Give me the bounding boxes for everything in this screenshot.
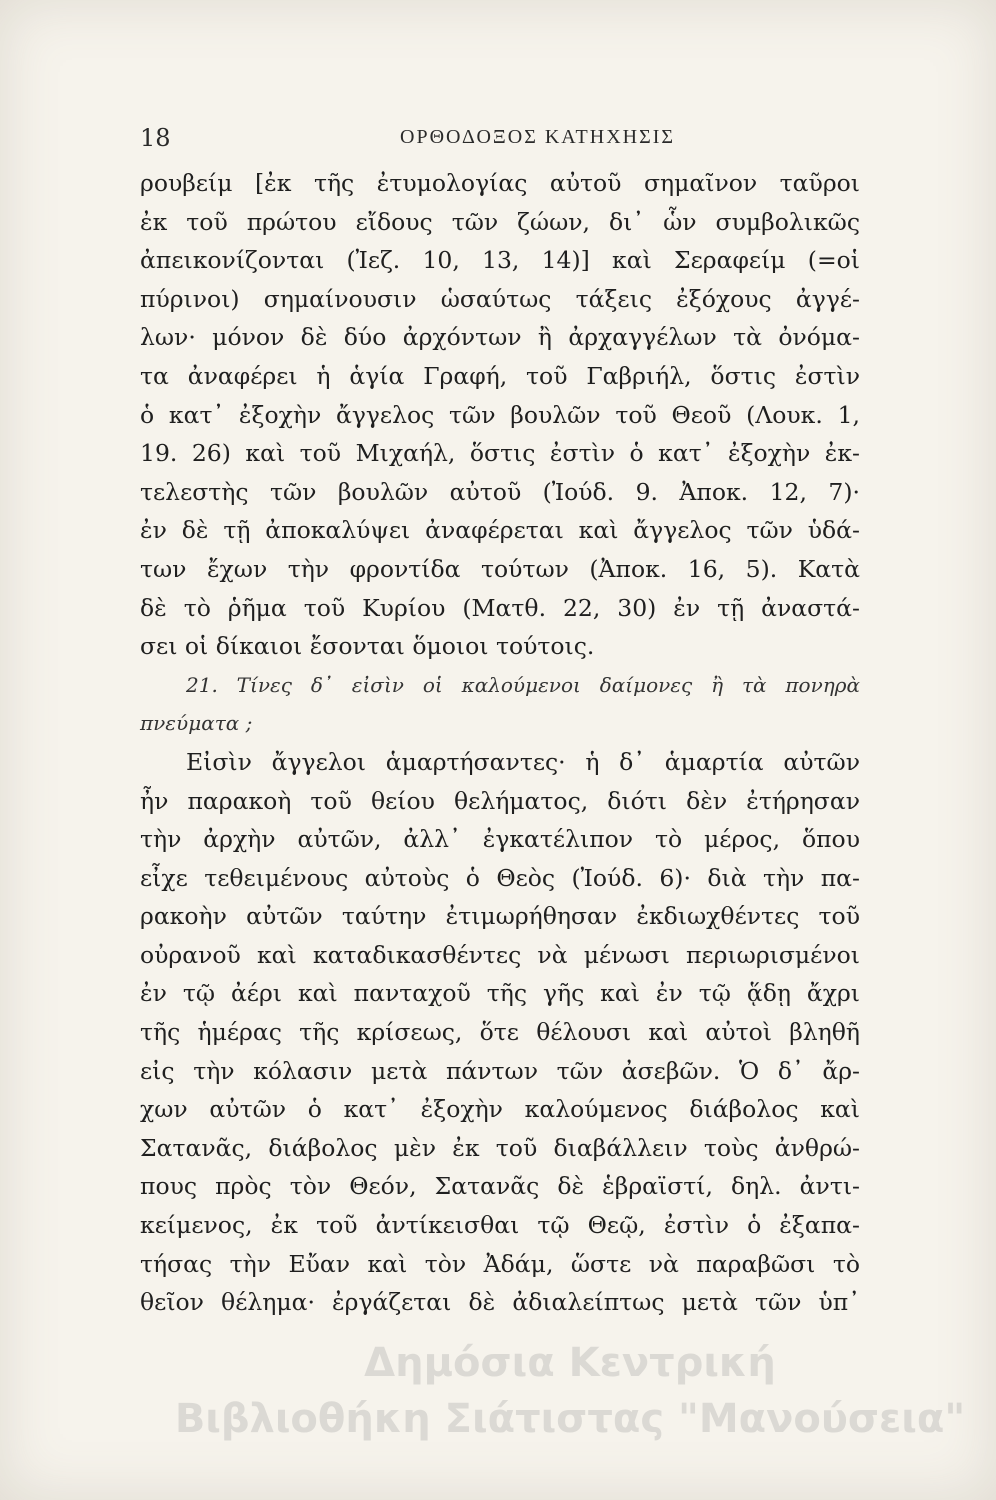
question-line: πνεύματα ; bbox=[140, 711, 253, 736]
question-line: 21. Τίνες δ᾽ εἰσὶν οἱ καλούμενοι δαίμονες ἢ τὰ πονηρὰ bbox=[186, 672, 860, 697]
text-line: ρουβείμ [ἐκ τῆς ἐτυμολογίας αὐτοῦ σημαῖνον ταῦροι bbox=[140, 169, 860, 197]
question-21 bbox=[140, 666, 860, 743]
text-line: λων· μόνον δὲ δύο ἀρχόντων ἢ ἀρχαγγέλων τὰ ὀνόμα- bbox=[140, 323, 860, 352]
text-line: τὴν ἀρχὴν αὐτῶν, ἀλλ᾽ ἐγκατέλιπον τὸ μέρος, ὅπου bbox=[140, 825, 860, 854]
watermark-line: Βιβλιοθήκη Σιάτιστας "Μανούσεια" bbox=[174, 1396, 966, 1442]
text-line: εἶχε τεθειμένους αὐτοὺς ὁ Θεὸς (Ἰούδ. 6)· διὰ τὴν πα- bbox=[140, 863, 860, 892]
page-number: 18 bbox=[140, 124, 171, 152]
text-line: τήσας τὴν Εὔαν καὶ τὸν Ἀδάμ, ὥστε νὰ παραβῶσι τὸ bbox=[140, 1249, 860, 1278]
text-line: κείμενος, ἐκ τοῦ ἀντίκεισθαι τῷ Θεῷ, ἐστὶν ὁ ἐξαπα- bbox=[140, 1211, 860, 1240]
text-line: τα ἀναφέρει ἡ ἁγία Γραφή, τοῦ Γαβριήλ, ὅστις ἐστὶν bbox=[140, 361, 860, 390]
body-text bbox=[140, 164, 860, 1322]
text-line: ἐν δὲ τῇ ἀποκαλύψει ἀναφέρεται καὶ ἄγγελος τῶν ὑδά- bbox=[140, 516, 860, 545]
text-line: δὲ τὸ ῥῆμα τοῦ Κυρίου (Ματθ. 22, 30) ἐν τῇ ἀναστά- bbox=[140, 593, 860, 622]
running-title: ΟΡΘΟΔΟΞΟΣ ΚΑΤΗΧΗΣΙΣ bbox=[400, 126, 676, 148]
text-line: ἀπεικονίζονται (Ἰεζ. 10, 13, 14)] καὶ Σεραφείμ (=οἱ bbox=[140, 246, 860, 275]
text-line: Εἰσὶν ἄγγελοι ἁμαρτήσαντες· ἡ δ᾽ ἁμαρτία αὐτῶν bbox=[186, 747, 860, 776]
text-line: των ἔχων τὴν φροντίδα τούτων (Ἀποκ. 16, 5). Κατὰ bbox=[140, 554, 860, 583]
library-watermark bbox=[160, 1335, 980, 1447]
text-line: ἐκ τοῦ πρώτου εἴδους τῶν ζώων, δι᾽ ὧν συμβολικῶς bbox=[140, 207, 860, 236]
text-line: ὁ κατ᾽ ἐξοχὴν ἄγγελος τῶν βουλῶν τοῦ Θεοῦ (Λουκ. 1, bbox=[140, 400, 860, 429]
text-line: τελεστὴς τῶν βουλῶν αὐτοῦ (Ἰούδ. 9. Ἀποκ. 12, 7)· bbox=[140, 477, 860, 506]
text-line: πύρινοι) σημαίνουσιν ὡσαύτως τάξεις ἐξόχους ἀγγέ- bbox=[140, 284, 860, 313]
text-line: ἐν τῷ ἀέρι καὶ πανταχοῦ τῆς γῆς καὶ ἐν τῷ ᾅδῃ ἄχρι bbox=[140, 979, 860, 1008]
text-line: πους πρὸς τὸν Θεόν, Σατανᾶς δὲ ἑβραϊστί, δηλ. ἀντι- bbox=[140, 1172, 860, 1201]
text-line: τῆς ἡμέρας τῆς κρίσεως, ὅτε θέλουσι καὶ αὐτοὶ βληθῆ bbox=[140, 1018, 860, 1047]
text-line: σει οἱ δίκαιοι ἔσονται ὅμοιοι τούτοις. bbox=[140, 632, 595, 661]
text-line: εἰς τὴν κόλασιν μετὰ πάντων τῶν ἀσεβῶν. Ὁ δ᾽ ἄρ- bbox=[140, 1056, 860, 1085]
text-line: 19. 26) καὶ τοῦ Μιχαήλ, ὅστις ἐστὶν ὁ κατ᾽ ἐξοχὴν ἐκ- bbox=[140, 439, 860, 468]
paragraph-2 bbox=[140, 743, 860, 1322]
text-line: οὐρανοῦ καὶ καταδικασθέντες νὰ μένωσι περιωρισμένοι bbox=[140, 940, 860, 969]
paragraph-1 bbox=[140, 164, 860, 666]
text-line: χων αὐτῶν ὁ κατ᾽ ἐξοχὴν καλούμενος διάβολος καὶ bbox=[140, 1095, 860, 1124]
text-line: ἦν παρακοὴ τοῦ θείου θελήματος, διότι δὲν ἐτήρησαν bbox=[140, 786, 860, 815]
text-line: Σατανᾶς, διάβολος μὲν ἐκ τοῦ διαβάλλειν τοὺς ἀνθρώ- bbox=[140, 1133, 860, 1162]
watermark-line: Δημόσια Κεντρική bbox=[364, 1340, 776, 1386]
text-line: θεῖον θέλημα· ἐργάζεται δὲ ἀδιαλείπτως μετὰ τῶν ὑπ᾽ bbox=[140, 1288, 860, 1317]
text-line: ρακοὴν αὐτῶν ταύτην ἐτιμωρήθησαν ἐκδιωχθέντες τοῦ bbox=[140, 902, 860, 931]
